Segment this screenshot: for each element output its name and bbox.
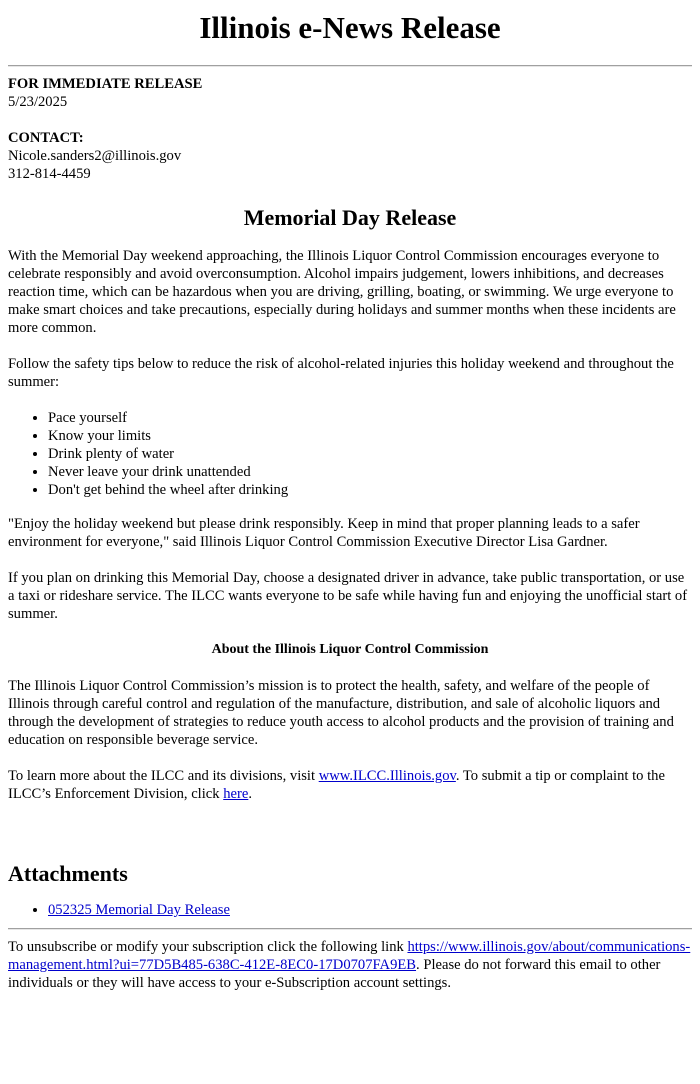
- about-text: The Illinois Liquor Control Commission’s mission is to protect the health, safety, and welfare of the people of Illinois through careful control and regulation of the manufacture, distribution, and sale of alcoholic liquors and through the development of strategies to reduce youth access to alcohol products and the provision of training and education on responsible beverage service.: [8, 678, 674, 748]
- unsubscribe-link[interactable]: https://www.illinois.gov/about/communications-management.html?ui=77D5B485-638C-412E-8EC0-17D0707FA9EB: [8, 939, 691, 973]
- contact-email: Nicole.sanders2@illinois.gov: [8, 148, 182, 164]
- contact-label: CONTACT:: [8, 130, 84, 146]
- release-title: Memorial Day Release: [243, 205, 457, 230]
- learn-more-prefix: To learn more about the ILCC and its divisions, visit: [8, 768, 319, 784]
- release-info: [8, 75, 692, 183]
- learn-more-middle: . To submit a tip or complaint to the ILCC’s Enforcement Division, click: [8, 768, 665, 802]
- attachment-link[interactable]: 052325 Memorial Day Release: [48, 902, 230, 918]
- ilcc-website-link[interactable]: www.ILCC.Illinois.gov: [318, 768, 456, 784]
- list-item: • Know your limits: [48, 427, 692, 445]
- attachments-heading: Attachments: [8, 861, 128, 886]
- footer-prefix: To unsubscribe or modify your subscription click the following link: [8, 939, 408, 955]
- list-item: • Drink plenty of water: [48, 445, 692, 463]
- about-heading: About the Illinois Liquor Control Commission: [211, 642, 489, 657]
- unsubscribe-footer: [8, 938, 692, 992]
- list-item: • Never leave your drink unattended: [48, 463, 692, 481]
- attachments-list: [8, 901, 692, 919]
- contact-phone: 312-814-4459: [8, 166, 91, 182]
- safety-tips-list: [8, 409, 692, 499]
- release-quote: "Enjoy the holiday weekend but please drink responsibly. Keep in mind that proper planning leads to a safer environment for everyone," said Illinois Liquor Control Commission Executive Director Lisa Gardner.: [8, 516, 640, 550]
- top-divider: [8, 65, 692, 67]
- page-title: Illinois e-News Release: [199, 10, 501, 45]
- learn-more-paragraph: [8, 767, 692, 803]
- bottom-divider: [8, 928, 692, 930]
- list-item: • Don't get behind the wheel after drinking: [48, 481, 692, 499]
- release-paragraph-designated-driver: If you plan on drinking this Memorial Day, choose a designated driver in advance, take public transportation, or use a taxi or rideshare service. The ILCC wants everyone to be safe while having fun and enjoying the unofficial start of summer.: [8, 570, 688, 622]
- complaint-here-link[interactable]: here: [223, 786, 249, 802]
- footer-suffix: . Please do not forward this email to other individuals or they will have access to your e-Subscription account settings.: [8, 957, 661, 991]
- release-paragraph-intro: With the Memorial Day weekend approaching, the Illinois Liquor Control Commission encourages everyone to celebrate responsibly and avoid overconsumption. Alcohol impairs judgement, lowers inhibitions, and decreases reaction time, which can be hazardous when you are driving, grilling, boating, or swimming. We urge everyone to make smart choices and take precautions, especially during holidays and summer months when these incidents are more common.: [8, 248, 676, 336]
- list-item: [48, 901, 692, 919]
- release-paragraph-tips-intro: Follow the safety tips below to reduce the risk of alcohol-related injuries this holiday weekend and throughout the summer:: [8, 356, 674, 390]
- release-date: 5/23/2025: [8, 94, 68, 110]
- learn-more-suffix: .: [248, 786, 252, 802]
- release-label: FOR IMMEDIATE RELEASE: [8, 76, 203, 92]
- list-item: • Pace yourself: [48, 409, 692, 427]
- spacer: [8, 111, 692, 129]
